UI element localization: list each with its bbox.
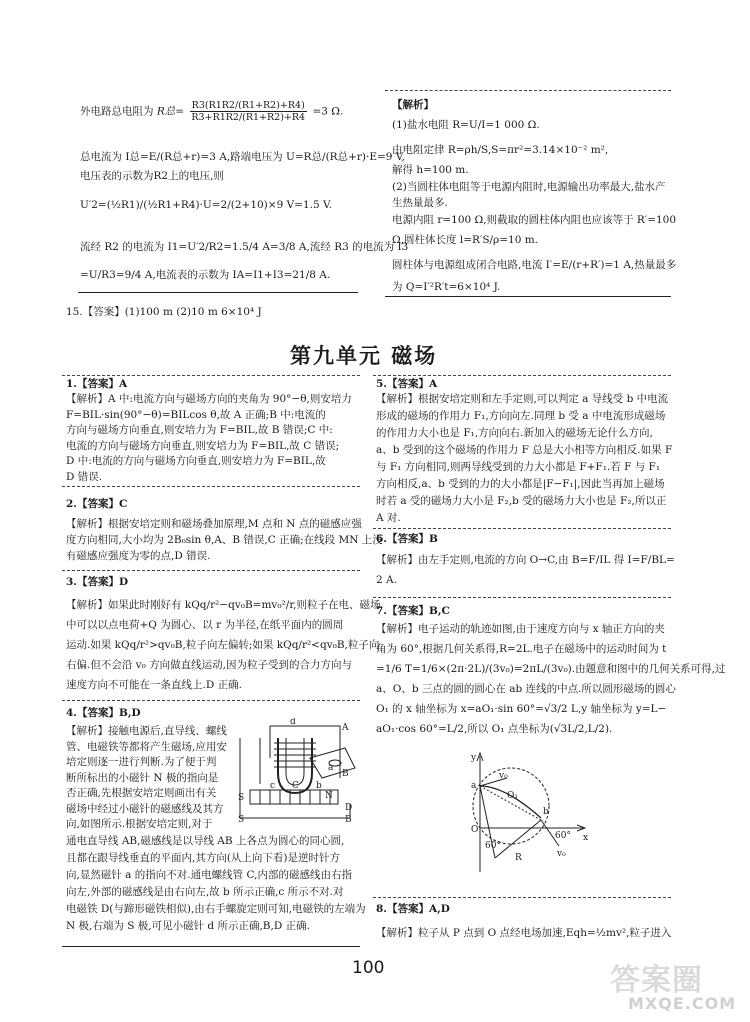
text-line: A 对. <box>376 512 401 524</box>
text-line: 否正确,先根据安培定则画出有关 <box>66 787 217 799</box>
figure-label: C <box>292 781 299 791</box>
figure-label: 60° <box>485 841 501 851</box>
divider <box>385 296 671 297</box>
text-line: 方向相反,a、b 受到的力的大小都是|F−F₁|,因此当再加上磁场 <box>376 478 665 490</box>
text-line: aO₁·cos 60°=L/2,所以 O₁ 点坐标为(√3L/2,L/2). <box>376 723 613 735</box>
figure-label: S <box>238 815 245 825</box>
q5-answer: 5.【答案】A <box>376 378 438 390</box>
figure-label: d <box>290 718 296 727</box>
text-line: 流经 R2 的电流为 I1=U′2/R2=1.5/4 A=3/8 A,流经 R3 的电流为 I3 <box>80 241 409 253</box>
text-line: 【解析】根据安培定则和磁场叠加原理,M 点和 N 点的磁感应强 <box>66 518 362 530</box>
text-line: 为 Q=I′²R′t=6×10⁴ J. <box>392 281 501 293</box>
text-line: 断所标出的小磁针 N 极的指向是 <box>66 771 219 784</box>
text-line: 总电流为 I总=E/(R总+r)=3 A,路端电压为 U=R总/(R总+r)·E=9 V, <box>80 151 405 163</box>
figure-label: O <box>471 825 479 835</box>
text-line: 时若 a 受的磁场力大小是 F₂,b 受的磁场力大小也是 F₂,所以正 <box>376 495 667 507</box>
figure-label: 60° <box>555 831 571 841</box>
watermark-url: MXQE.COM <box>628 994 737 1013</box>
text-line: 且都在跟导线垂直的平面内,其方向(从上向下看)是逆时针方 <box>66 852 341 864</box>
coil <box>274 743 316 767</box>
text-line: 度方向相同,大小均为 2B₀sin θ,A、B 错误,C 正确;在线段 MN 上没 <box>66 534 383 546</box>
text-line: U′2=(½R1)/(½R1+R4)·U=2/(2+10)×9 V=1.5 V. <box>80 199 333 211</box>
q8-answer: 8.【答案】A,D <box>376 903 450 915</box>
text-line: 管、电磁铁等都将产生磁场,应用安 <box>66 740 227 753</box>
q2-answer: 2.【答案】C <box>66 498 128 510</box>
text-line: 【解析】接触电源后,直导线、螺线 <box>66 725 227 737</box>
text-line: O₁ 的 x 轴坐标为 x=aO₁·sin 60°=√3/2 L,y 轴坐标为 y=L− <box>376 703 667 715</box>
text-line: 电压表的示数为R2上的电压,则 <box>80 170 224 182</box>
text-line: 【解析】由左手定则,电流的方向 O→C,由 B=F/IL 得 I=F/BL= <box>376 554 675 566</box>
q4-answer: 4.【答案】B,D <box>66 707 141 719</box>
q3-answer: 3.【答案】D <box>66 576 129 588</box>
text-line: N 极,右端为 S 极,可见小磁针 d 所示正确,B,D 正确. <box>66 920 310 932</box>
figure-label: B <box>342 769 349 779</box>
text-line: D 错误. <box>66 470 103 483</box>
text-line: 形成的磁场的作用力 F₁,方向向左.同理 b 受 a 中电流形成磁场 <box>376 410 666 422</box>
text-line: 2 A. <box>376 574 397 586</box>
text-line: F=BIL·sin(90°−θ)=BILcos θ,故 A 正确;B 中:电流的 <box>66 408 326 421</box>
text-line: 圆柱体与电源组成闭合电路,电流 I′=E/(r+R′)=1 A,热量最多 <box>392 259 677 271</box>
q4-figure <box>230 718 360 830</box>
divider <box>62 375 360 376</box>
divider <box>62 570 360 571</box>
text-line: 向,如图所示.根据安培定则,对于 <box>66 818 213 830</box>
text-line: a、b 受到的这个磁场的作用力 F 总是大小相等方向相反.如果 F <box>376 444 673 456</box>
text-line: (1)盐水电阻 R=U/I=1 000 Ω. <box>392 119 540 131</box>
analysis-header: 【解析】 <box>392 99 434 111</box>
figure-label: A <box>342 723 349 733</box>
text-line: 方向与磁场方向垂直,则安培力为 F=BIL,故 B 错误;C 中: <box>66 424 333 436</box>
page-number: 100 <box>352 958 385 978</box>
text-line: 生热量最多. <box>392 197 448 209</box>
text-line: 培定则逐一进行判断.为了便于判 <box>66 756 217 768</box>
figure-label: b <box>543 807 549 817</box>
figure-label: B <box>345 815 352 825</box>
text-line: 右偏.但不会沿 v₀ 方向做直线运动,因为粒子受到的合力方向与 <box>66 659 352 671</box>
text-line: D 中:电流的方向与磁场方向垂直,则安培力为 F=BIL,故 <box>66 455 326 467</box>
text-line: 中可以以点电荷+Q 为圆心、以 r 为半径,在纸平面内的圆周 <box>66 619 344 631</box>
q8-analysis: 【解析】粒子从 P 点到 O 点经电场加速,Eqh=½mv²,粒子进入 <box>376 927 672 939</box>
text-line: 向左,外部的磁感线是由右向左,故 b 所示正确,c 所示不对.对 <box>66 886 344 898</box>
text-line: 有磁感应强度为零的点,D 错误. <box>66 550 211 562</box>
divider <box>78 292 358 293</box>
text-line: 向,显然磁针 a 的指向不对.通电螺线管 C,内部的磁感线由右指 <box>66 869 352 881</box>
figure-label: y <box>471 753 477 763</box>
text-line: 磁场中经过小磁针的磁感线及其方 <box>66 802 224 815</box>
figure-label: c <box>270 781 276 791</box>
unit-title: 第九单元 磁场 <box>290 344 438 368</box>
divider <box>62 946 360 947</box>
figure-label: N <box>325 791 333 801</box>
text-line: 与 F₁ 方向相同,则两导线受到的力大小都是 F+F₁.若 F 与 F₁ <box>376 461 661 473</box>
q7-answer: 7.【答案】B,C <box>376 605 450 617</box>
text-line: 由电阻定律 R=ρh/S,S=πr²=3.14×10⁻² m², <box>392 144 609 156</box>
figure-label: D <box>345 803 353 813</box>
figure-label: a <box>471 781 477 791</box>
text-line: 运动.如果 kQq/r²>qv₀B,粒子向左偏转;如果 kQq/r²<qv₀B,粒子向 <box>66 639 380 651</box>
text-line: 角为 60°,根据几何关系得,R=2L.电子在磁场中的运动时间为 t <box>376 643 667 655</box>
text-line: 【解析】根据安培定则和左手定则,可以判定 a 导线受 b 中电流 <box>376 393 669 405</box>
wire-left <box>240 738 353 818</box>
text-line: =U/R3=9/4 A,电流表的示数为 IA=I1+I3=21/8 A. <box>80 269 331 281</box>
divider <box>373 528 671 529</box>
figure-label: b <box>316 781 322 791</box>
svg-text:dAaBCbcNSSDB <box>238 718 352 825</box>
figure-label: S <box>238 793 245 803</box>
eq-total-resistance: 外电路总电阻为 R总= $\frac{R3(R1R2/(R1+R2)+R4)}{R3+R1R2/(R1+R2)+R4}$ =3 Ω. <box>80 100 344 123</box>
figure-label: a <box>328 763 334 773</box>
figure-label: v₀ <box>557 849 566 859</box>
text-line: (2)当圆柱体电阻等于电源内阻时,电源输出功率最大,盐水产 <box>392 181 666 193</box>
text-line: 【解析】如果此时刚好有 kQq/r²−qv₀B=mv₀²/r,则粒子在电、磁场 <box>66 599 381 611</box>
text-line: 电源内阻 r=100 Ω,则截取的圆柱体内阻也应该等于 R′=100 <box>392 214 677 226</box>
text-line: 解得 h=100 m. <box>392 164 469 176</box>
q7-figure <box>455 748 595 876</box>
q1-answer: 1.【答案】A <box>66 378 128 390</box>
q6-answer: 6.【答案】B <box>376 533 438 545</box>
divider <box>373 897 671 898</box>
figure-label: R <box>515 853 522 863</box>
answer-15: 15.【答案】(1)100 m (2)10 m 6×10⁴ J <box>66 306 262 318</box>
divider <box>373 375 671 376</box>
divider <box>62 486 360 487</box>
text-line: a、O、b 三点的圆的圆心在 ab 连线的中点.所以圆形磁场的圆心 <box>376 683 676 695</box>
divider <box>62 700 360 701</box>
text-line: Ω,圆柱体长度 l=R′S/ρ=10 m. <box>392 234 539 246</box>
text-line: =1/6 T=1/6×(2π·2L)/(3v₀)=2πL/(3v₀).由题意和图中的几何关系可得,过 <box>376 663 726 675</box>
figure-label: v₀ <box>499 771 508 781</box>
figure-label: x <box>583 833 589 843</box>
text-line: 电磁铁 D(与蹄形磁铁相似),由右手螺旋定则可知,电磁铁的左端为 <box>66 903 366 915</box>
text-line: 通电直导线 AB,磁感线是以导线 AB 上各点为圆心的同心圆, <box>66 835 345 847</box>
text-line: 的作用力大小也是 F₁,方向向右.新加入的磁场无论什么方向, <box>376 427 653 439</box>
text-line: 【解析】A 中:电流方向与磁场方向的夹角为 90°−θ,则安培力 <box>66 393 352 405</box>
watermark-logo: 答案圈 <box>610 963 703 998</box>
figure-label: O₁ <box>507 791 518 801</box>
text-line: 速度方向不可能在一条直线上.D 正确. <box>66 679 242 691</box>
text-line: 电流的方向与磁场方向垂直,则安培力为 F=BIL,故 C 错误; <box>66 439 340 452</box>
divider <box>373 597 671 598</box>
divider <box>385 90 671 91</box>
text-line: 【解析】电子运动的轨迹如图,由于速度方向与 x 轴正方向的夹 <box>376 623 665 635</box>
